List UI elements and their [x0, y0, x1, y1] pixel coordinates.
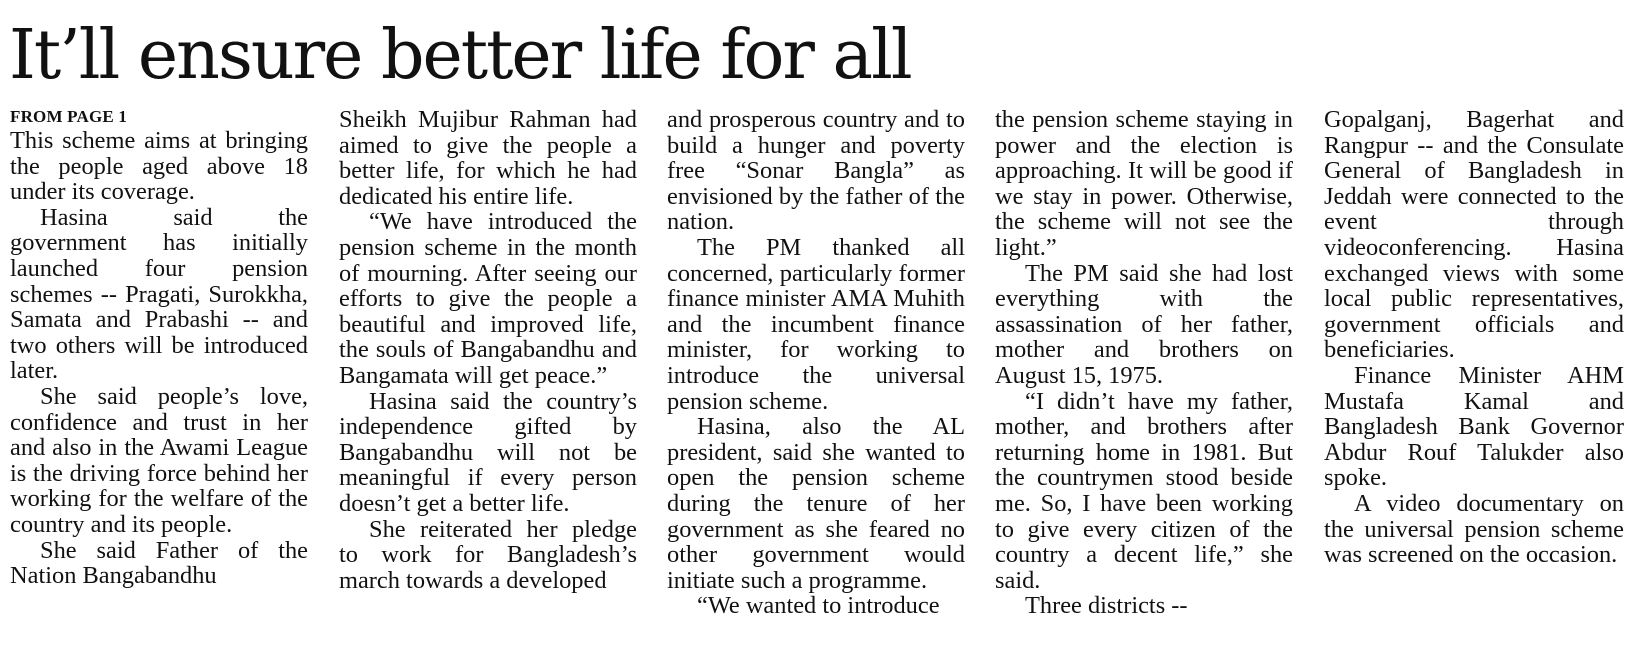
article-column-3 — [667, 107, 965, 647]
paragraph: This scheme aims at bringing the people aged above 18 under its coverage. — [10, 127, 308, 206]
paragraph: She said people’s love, confidence and trust in her and also in the Awami League is the driving force behind her working for the welfare of the country and its people. — [10, 382, 308, 538]
paragraph: Gopalganj, Bagerhat and Rangpur -- and the Consulate General of Bangladesh in Jeddah were connected to the event through videoconferencing. Hasina exchanged views with some local public representatives, government officials and beneficiaries. — [1324, 107, 1624, 364]
paragraph: “We wanted to introduce — [697, 592, 940, 620]
paragraph: Finance Minister AHM Mustafa Kamal and Bangladesh Bank Governor Abdur Rouf Talukder also spoke. — [1324, 361, 1624, 492]
article-column-5 — [1324, 107, 1624, 647]
paragraph: and prosperous country and to build a hunger and poverty free “Sonar Bangla” as envisioned by the father of the nation. — [667, 107, 965, 236]
headline: It’ll ensure better life for all — [9, 16, 911, 95]
paragraph: “I didn’t have my father, mother, and brothers after returning home in 1981. But the countrymen stood beside me. So, I have been working to give every citizen of the country a decent life,” she said. — [995, 387, 1293, 594]
paragraph: the pension scheme staying in power and the election is approaching. It will be good if we stay in power. Otherwise, the scheme will not see the light.” — [995, 107, 1293, 261]
paragraph: She reiterated her pledge to work for Bangladesh’s march towards a developed — [339, 515, 637, 594]
paragraph: Hasina, also the AL president, said she wanted to open the pension scheme during the tenure of her government as she feared no other government would initiate such a programme. — [667, 413, 965, 594]
paragraph: Sheikh Mujibur Rahman had aimed to give the people a better life, for which he had dedicated his entire life. — [339, 107, 637, 210]
paragraph: “We have introduced the pension scheme in the month of mourning. After seeing our efforts to give the people a beautiful and improved life, the souls of Bangabandhu and Bangamata will get peace.” — [339, 208, 637, 389]
paragraph: Hasina said the government has initially launched four pension schemes -- Pragati, Surokkha, Samata and Prabashi -- and two others will be introduced later. — [10, 203, 308, 385]
paragraph: The PM thanked all concerned, particularly former finance minister AMA Muhith and the incumbent finance minister, for working to introduce the universal pension scheme. — [667, 233, 965, 415]
kicker-from-page-1: FROM PAGE 1 — [10, 107, 128, 126]
article-column-1 — [10, 107, 308, 647]
paragraph: The PM said she had lost everything with the assassination of her father, mother and brothers on August 15, 1975. — [995, 259, 1293, 389]
paragraph: Three districts -- — [1025, 592, 1188, 620]
article-column-4 — [995, 107, 1293, 647]
paragraph: A video documentary on the universal pension scheme was screened on the occasion. — [1324, 489, 1624, 569]
article-column-2 — [339, 107, 637, 647]
paragraph: She said Father of the Nation Bangabandhu — [10, 536, 308, 590]
paragraph: Hasina said the country’s independence gifted by Bangabandhu will not be meaningful if every person doesn’t get a better life. — [339, 387, 637, 517]
